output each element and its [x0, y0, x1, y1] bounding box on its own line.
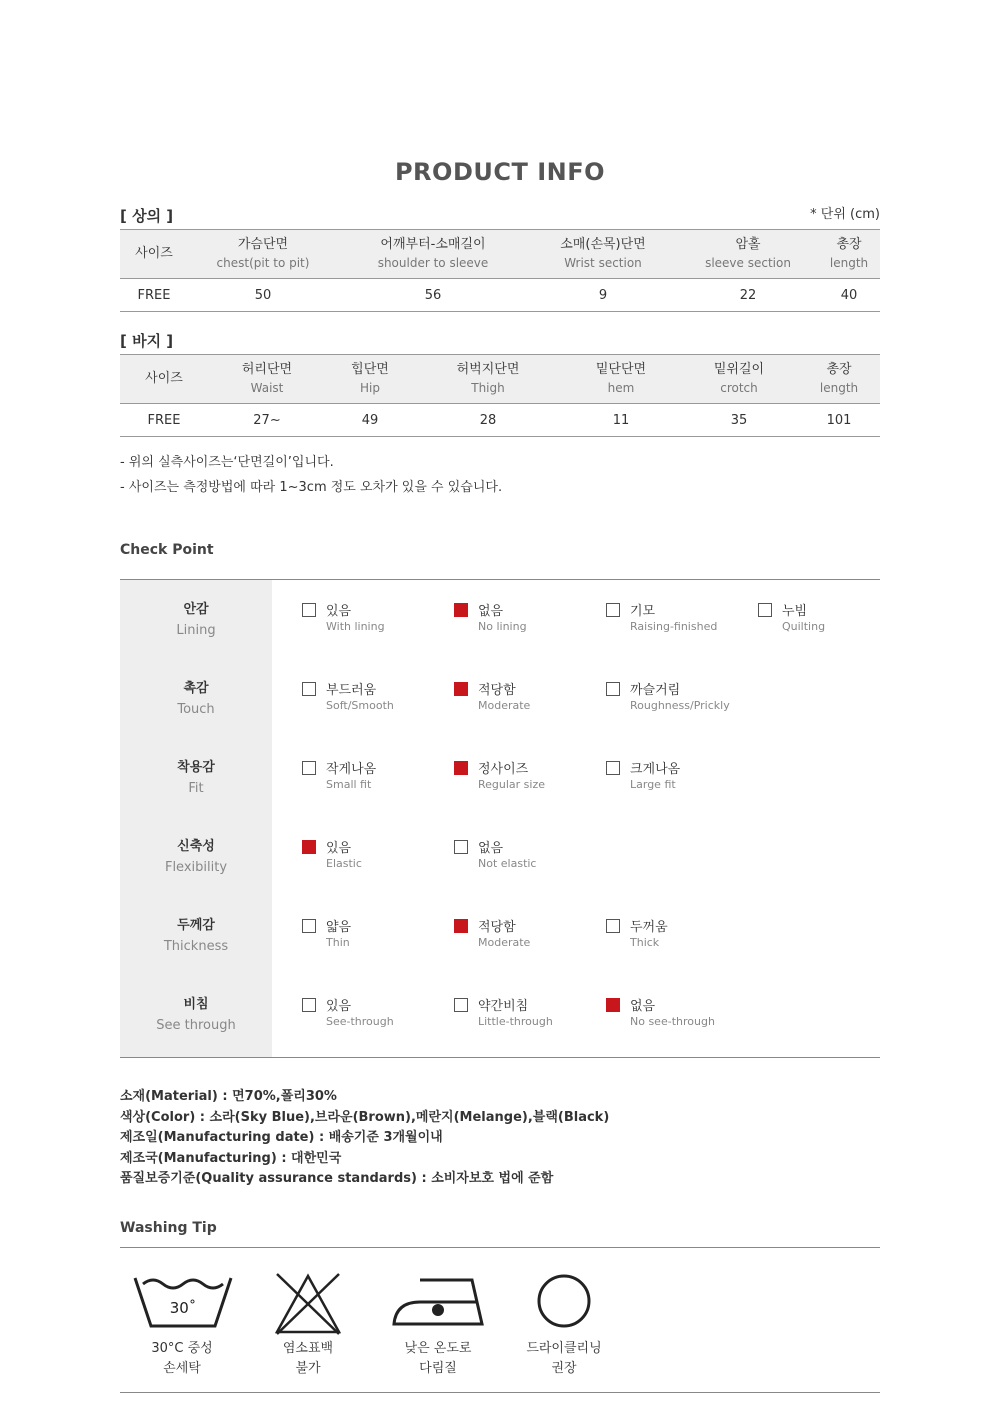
- table-header: 밑단단면 hem: [562, 355, 680, 404]
- option-label: 정사이즈: [478, 762, 529, 777]
- table-cell: 11: [562, 404, 680, 437]
- wash-caption: 30°C 중성 손세탁: [151, 1341, 213, 1376]
- checkbox: [606, 682, 620, 696]
- top-section-label: [ 상의 ]: [120, 207, 174, 225]
- table-header-row: [120, 355, 880, 404]
- top-size-table: [120, 229, 880, 312]
- label-ko: 착용감: [177, 760, 215, 775]
- option-label: 약간비침: [478, 999, 529, 1014]
- option-sublabel: See-through: [326, 1015, 394, 1028]
- table-header: 가슴단면 chest(pit to pit): [188, 230, 338, 279]
- label-en: Touch: [177, 702, 215, 717]
- option-label: 작게나옴: [326, 762, 377, 777]
- option-sublabel: Thin: [326, 936, 350, 949]
- option-sublabel: Large fit: [630, 778, 676, 791]
- checkbox: [606, 761, 620, 775]
- checkbox: [454, 998, 468, 1012]
- checkbox: [454, 682, 468, 696]
- table-cell: FREE: [120, 404, 208, 437]
- option-sublabel: Elastic: [326, 857, 362, 870]
- top-size-section: [120, 205, 880, 312]
- checkbox: [302, 682, 316, 696]
- option-label: 누빔: [782, 604, 808, 619]
- checkbox: [302, 919, 316, 933]
- divider: [120, 1247, 880, 1248]
- table-header: 힙단면 Hip: [326, 355, 414, 404]
- divider: [120, 1392, 880, 1393]
- table-row: [120, 404, 880, 437]
- wash-temp-label: 30˚: [169, 1299, 197, 1317]
- table-cell: 28: [414, 404, 562, 437]
- info-line: 품질보증기준(Quality assurance standards) : 소비자보호 법에 준함: [120, 1171, 554, 1186]
- wash-caption: 드라이클리닝 권장: [526, 1341, 602, 1376]
- unit-note: * 단위 (cm): [810, 207, 880, 222]
- table-cell: FREE: [120, 279, 188, 312]
- option-sublabel: With lining: [326, 620, 385, 633]
- table-header: 암홀 sleeve section: [678, 230, 818, 279]
- checkbox: [454, 840, 468, 854]
- label-en: Lining: [176, 623, 216, 638]
- table-cell: 9: [528, 279, 678, 312]
- table-row: [120, 279, 880, 312]
- check-point-row: [120, 738, 880, 817]
- check-point-row: [120, 896, 880, 975]
- check-point-panel: [120, 579, 880, 1058]
- note-line: - 사이즈는 측정방법에 따라 1~3cm 정도 오차가 있을 수 있습니다.: [120, 480, 503, 495]
- checkbox: [454, 603, 468, 617]
- wash-caption: 낮은 온도로 다림질: [404, 1341, 472, 1376]
- info-line: 소재(Material) : 면70%,폴리30%: [120, 1089, 337, 1104]
- bottom-size-table: [120, 354, 880, 437]
- table-header: 소매(손목)단면 Wrist section: [528, 230, 678, 279]
- material-info: [120, 1087, 880, 1190]
- page-title: PRODUCT INFO: [394, 158, 606, 186]
- option-sublabel: Moderate: [478, 936, 531, 949]
- option-sublabel: Regular size: [478, 778, 546, 791]
- table-cell: 27~: [208, 404, 326, 437]
- checkbox: [454, 919, 468, 933]
- option-label: 얇음: [326, 920, 352, 935]
- option-sublabel: Thick: [630, 936, 660, 949]
- option-label: 크게나옴: [630, 762, 681, 777]
- label-ko: 비침: [183, 997, 209, 1012]
- check-point-label: [120, 758, 272, 800]
- checkbox: [454, 761, 468, 775]
- checkbox: [606, 603, 620, 617]
- option-sublabel: Quilting: [782, 620, 826, 633]
- checkbox: [302, 761, 316, 775]
- check-point-label: [120, 995, 272, 1037]
- checkbox: [606, 919, 620, 933]
- option-sublabel: Raising-finished: [630, 620, 718, 633]
- label-ko: 안감: [183, 602, 209, 617]
- wash-30-icon: [131, 1272, 235, 1332]
- option-label: 두꺼움: [630, 920, 668, 935]
- check-point-row: [120, 659, 880, 738]
- check-point-label: [120, 600, 272, 642]
- option-sublabel: Little-through: [478, 1015, 553, 1028]
- check-point-row: [120, 580, 880, 659]
- label-ko: 촉감: [183, 681, 209, 696]
- option-label: 있음: [326, 999, 352, 1014]
- check-point-label: [120, 837, 272, 879]
- check-point-label: [120, 679, 272, 721]
- table-cell: 101: [798, 404, 880, 437]
- table-header: 사이즈: [120, 230, 188, 279]
- checkbox: [302, 603, 316, 617]
- table-cell: 35: [680, 404, 798, 437]
- table-cell: 22: [678, 279, 818, 312]
- low-iron-icon: [392, 1272, 484, 1328]
- wash-caption: 염소표백 불가: [282, 1341, 334, 1376]
- size-notes: [120, 450, 880, 500]
- bottom-size-section: [120, 330, 880, 437]
- checkbox: [758, 603, 772, 617]
- option-sublabel: Roughness/Prickly: [630, 699, 730, 712]
- table-header: 총장 length: [818, 230, 880, 279]
- table-cell: 56: [338, 279, 528, 312]
- check-point-title: Check Point: [120, 542, 214, 558]
- table-header: 밑위길이 crotch: [680, 355, 798, 404]
- option-label: 없음: [630, 999, 656, 1014]
- label-ko: 두께감: [177, 918, 215, 933]
- option-sublabel: Moderate: [478, 699, 531, 712]
- table-cell: 40: [818, 279, 880, 312]
- option-label: 적당함: [478, 920, 516, 935]
- bottom-section-label: [ 바지 ]: [120, 332, 174, 350]
- info-line: 색상(Color) : 소라(Sky Blue),브라운(Brown),메란지(Melange),블랙(Black): [120, 1109, 610, 1125]
- option-label: 없음: [478, 841, 504, 856]
- note-line: - 위의 실측사이즈는‘단면길이’입니다.: [120, 455, 334, 470]
- table-header: 총장 length: [798, 355, 880, 404]
- option-sublabel: Soft/Smooth: [326, 699, 394, 712]
- info-line: 제조국(Manufacturing) : 대한민국: [120, 1150, 342, 1166]
- option-label: 기모: [630, 604, 656, 619]
- table-header: 허벅지단면 Thigh: [414, 355, 562, 404]
- checkbox: [606, 998, 620, 1012]
- label-en: Fit: [188, 781, 204, 796]
- option-label: 없음: [478, 604, 504, 619]
- table-cell: 49: [326, 404, 414, 437]
- option-label: 있음: [326, 604, 352, 619]
- table-cell: 50: [188, 279, 338, 312]
- check-point-row: [120, 975, 880, 1054]
- table-header: 허리단면 Waist: [208, 355, 326, 404]
- option-sublabel: No lining: [478, 620, 527, 633]
- checkbox: [302, 998, 316, 1012]
- label-ko: 신축성: [177, 839, 215, 854]
- table-header: 사이즈: [120, 355, 208, 404]
- table-header: 어깨부터-소매길이 shoulder to sleeve: [338, 230, 528, 279]
- no-bleach-icon: [273, 1272, 343, 1336]
- option-label: 까슬거림: [630, 683, 681, 698]
- checkbox: [302, 840, 316, 854]
- table-header-row: [120, 230, 880, 279]
- check-point-label: [120, 916, 272, 958]
- option-label: 적당함: [478, 683, 516, 698]
- label-en: See through: [156, 1018, 236, 1033]
- washing-tip-title: Washing Tip: [120, 1220, 217, 1236]
- info-line: 제조일(Manufacturing date) : 배송기준 3개월이내: [120, 1130, 443, 1145]
- option-sublabel: Not elastic: [478, 857, 537, 870]
- option-label: 있음: [326, 841, 352, 856]
- check-point-row: [120, 817, 880, 896]
- label-en: Thickness: [163, 939, 229, 954]
- option-sublabel: No see-through: [630, 1015, 715, 1028]
- option-sublabel: Small fit: [326, 778, 372, 791]
- dry-clean-icon: [535, 1272, 593, 1330]
- option-label: 부드러움: [326, 683, 377, 698]
- label-en: Flexibility: [164, 860, 228, 875]
